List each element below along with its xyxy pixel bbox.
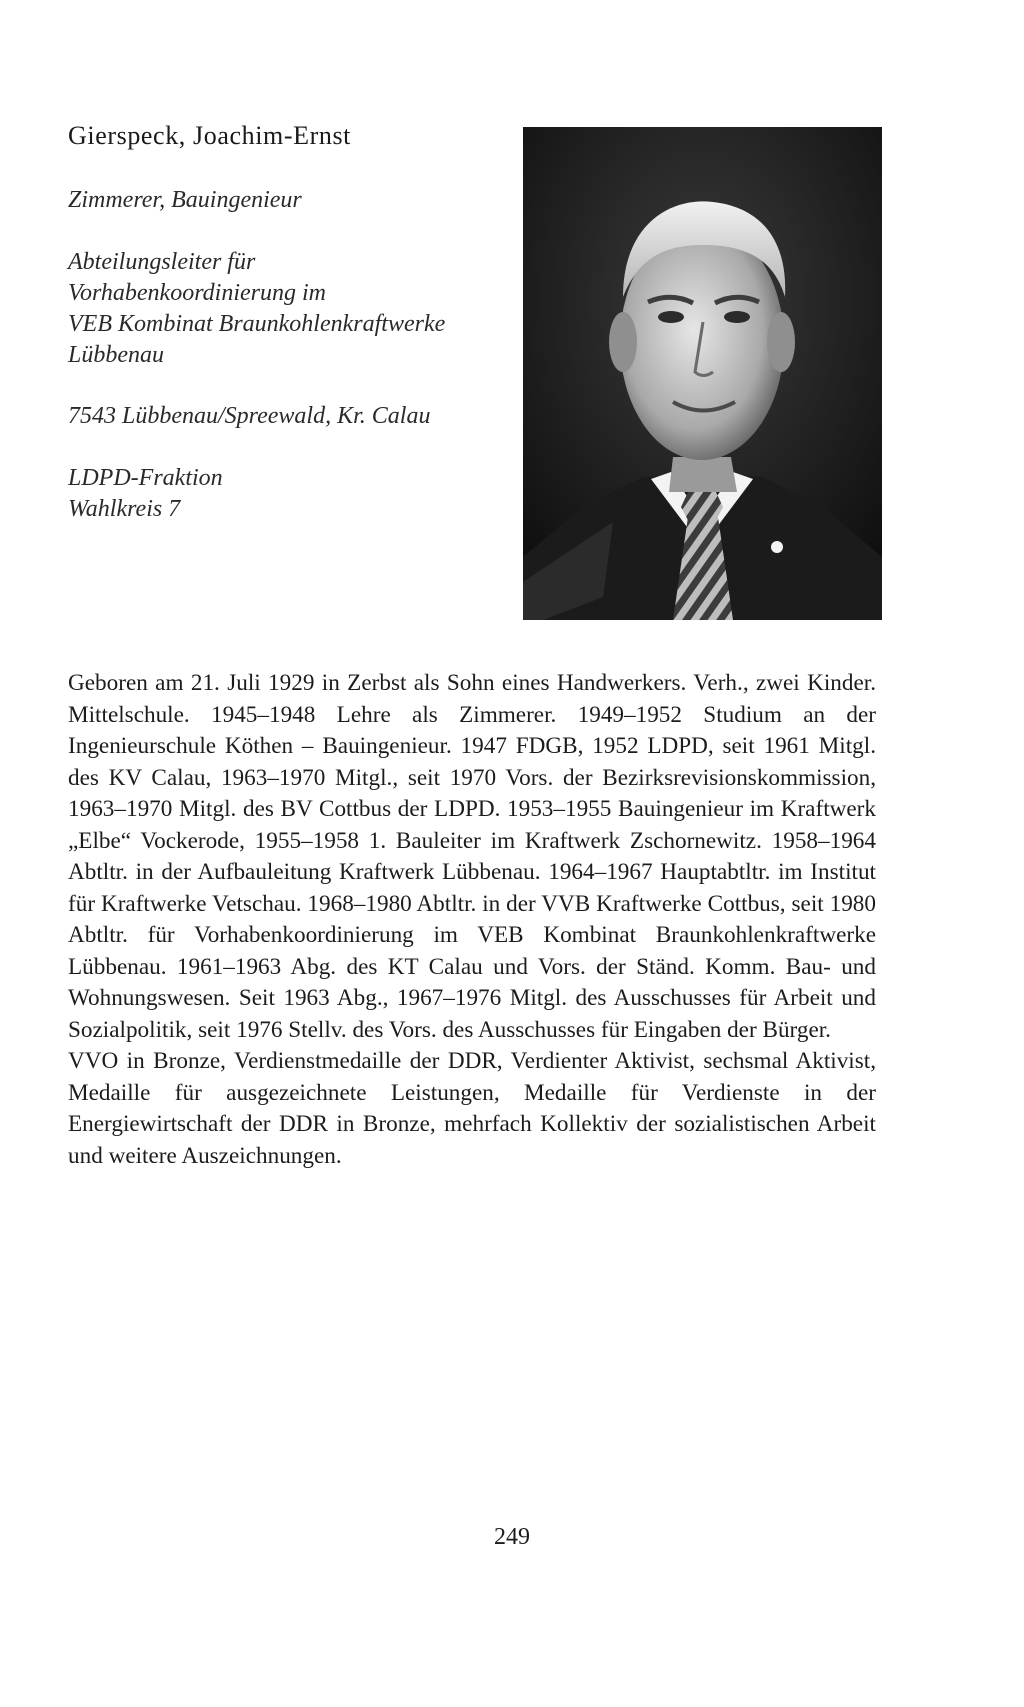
constituency: Wahlkreis 7 [68,496,181,522]
position-line: VEB Kombinat Braunkohlenkraftwerke [68,311,446,337]
biography-text: Geboren am 21. Juli 1929 in Zerbst als Sohn eines Handwerkers. Verh., zwei Kinder. Mittelschule. 1945–1948 Lehre als Zimmerer. 1949–1952 Studium an der Ingenieurschule Köthen – Bauingenieur. 1947 FDGB, 1952 LDPD, seit 1961 Mitgl. des KV Calau, 1963–1970 Mitgl., seit 1970 Vors. der Bezirksrevisionskommission, 1963–1970 Mitgl. des BV Cottbus der LDPD. 1953–1955 Bauingenieur im Kraftwerk „Elbe“ Vockerode, 1955–1958 1. Bauleiter im Kraftwerk Zschornewitz. 1958–1964 Abtltr. in der Aufbauleitung Kraftwerk Lübbenau. 1964–1967 Hauptabtltr. im Institut für Kraftwerke Vetschau. 1968–1980 Abtltr. in der VVB Kraftwerke Cottbus, seit 1980 Abtltr. für Vorhabenkoordinierung im VEB Kombinat Braunkohlenkraftwerke Lübbenau. 1961–1963 Abg. des KT Calau und Vors. der Ständ. Komm. Bau- und Wohnungswesen. Seit 1963 Abg., 1967–1976 Mitgl. des Ausschusses für Arbeit und Sozialpolitik, seit 1976 Stellv. des Vors. des Ausschusses für Eingaben der Bürger. [68,670,876,1043]
position-line: Lübbenau [68,342,164,368]
address: 7543 Lübbenau/Spreewald, Kr. Calau [68,403,431,429]
page-number: 249 [494,1524,530,1550]
position [68,247,508,371]
fraction: LDPD-Fraktion [68,465,223,491]
person-name: Gierspeck, Joachim-Ernst [68,121,351,150]
awards-text: VVO in Bronze, Verdienstmedaille der DDR, Verdienter Aktivist, sechsmal Aktivist, Medaille für ausgezeichnete Leistungen, Medaille für Verdienste in der Energiewirtschaft der DDR in Bronze, mehrfach Kollektiv der sozialistischen Arbeit und weitere Auszeichnungen. [68,1048,876,1169]
position-line: Vorhabenkoordinierung im [68,280,326,306]
position-line: Abteilungsleiter für [68,249,256,275]
biography [68,668,876,1172]
portrait-photo [523,127,882,620]
party-info [68,463,508,525]
profession: Zimmerer, Bauingenieur [68,187,302,213]
